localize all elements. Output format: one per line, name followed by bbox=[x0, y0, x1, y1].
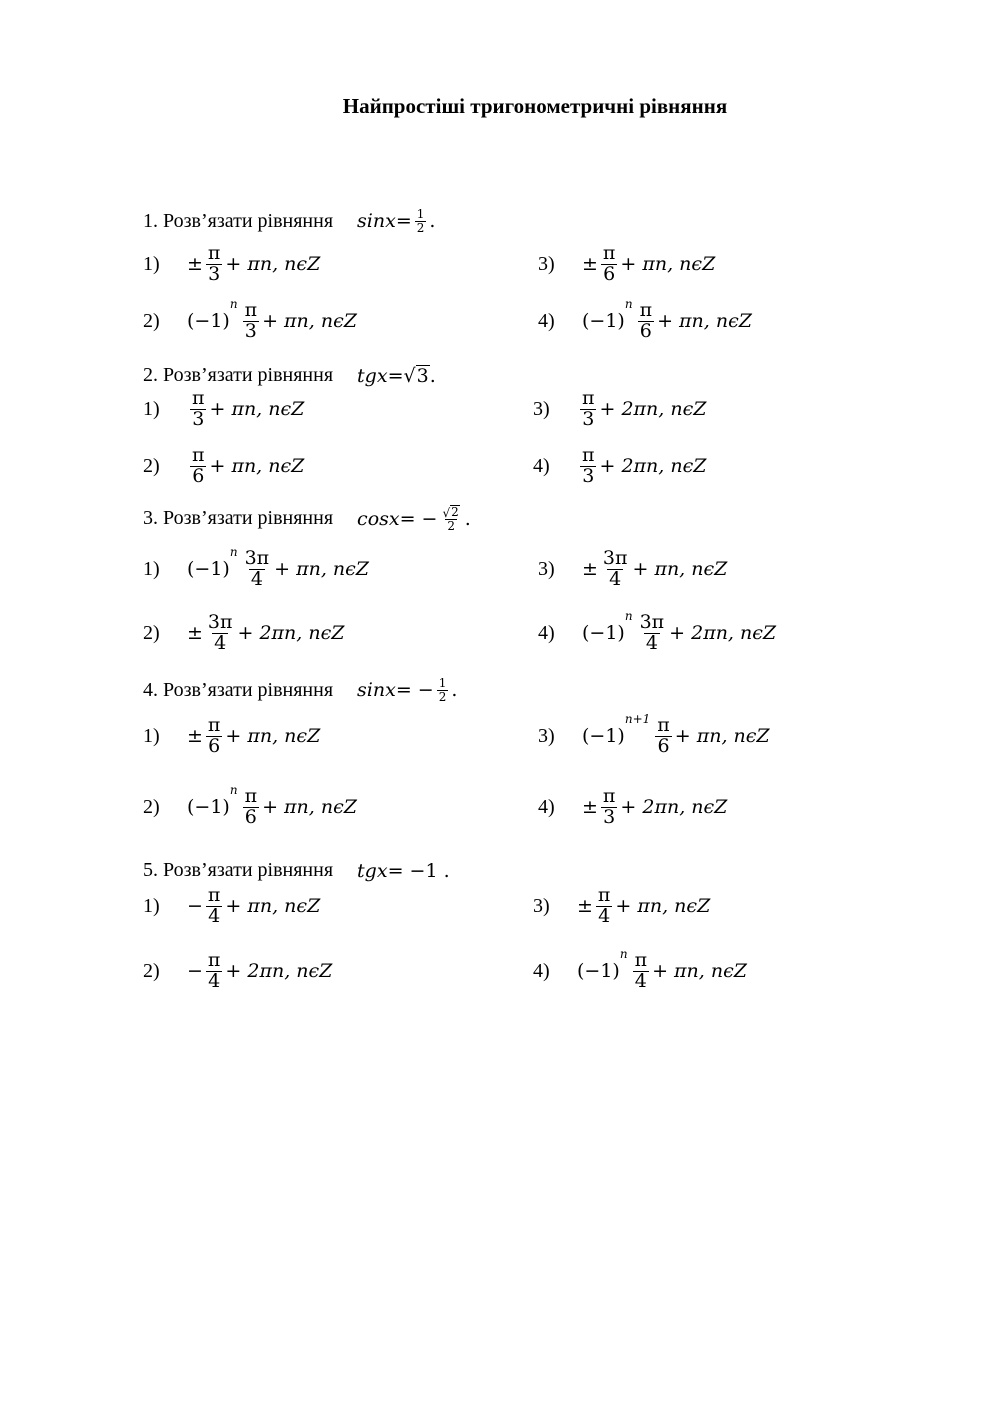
question-1-option-1[interactable]: 1) ± $\frac{\pi}{3}$ + πn, nϵZ bbox=[143, 242, 321, 285]
question-5-header bbox=[143, 859, 450, 882]
question-1-equation: sinx = $\frac{1}{2}$ . bbox=[357, 207, 436, 235]
question-2-option-4[interactable]: 4) $\frac{\pi}{3}$ + 2πn, nϵZ bbox=[533, 444, 707, 487]
fraction: $\frac{\pi}{6}$ bbox=[657, 714, 670, 757]
fraction: $\frac{3\pi}{4}$ bbox=[207, 611, 233, 654]
question-4-option-2[interactable]: 2) (−1) n $\frac{\pi}{6}$ + πn, nϵZ bbox=[143, 783, 357, 828]
fraction: $\frac{\pi}{4}$ bbox=[634, 949, 648, 992]
question-2-equation: tgx = √ 3 . bbox=[357, 364, 436, 387]
question-2-option-2[interactable]: 2) $\frac{\pi}{6}$ + πn, nϵZ bbox=[143, 444, 305, 487]
question-1-option-2[interactable]: 2) (−1) n $\frac{\pi}{3}$ + πn, nϵZ bbox=[143, 297, 357, 342]
fraction: $\frac{\pi}{3}$ bbox=[602, 785, 616, 828]
question-5-option-1[interactable]: 1) − $\frac{\pi}{4}$ + πn, nϵZ bbox=[143, 884, 321, 927]
question-4-header bbox=[143, 677, 457, 703]
question-1-option-4[interactable]: 4) (−1) n $\frac{\pi}{6}$ + πn, nϵZ bbox=[538, 297, 752, 342]
question-4-equation: sinx = − $\frac{1}{2}$ . bbox=[357, 676, 458, 704]
fraction: $\frac{\pi}{4}$ bbox=[207, 949, 221, 992]
question-3-option-1[interactable]: 1) (−1) n $\frac{3\pi}{4}$ + πn, nϵZ bbox=[143, 545, 369, 590]
question-1-label: 1. Розв’язати рівняння bbox=[143, 209, 334, 232]
fraction: $\frac{1}{2}$ bbox=[416, 207, 425, 235]
sqrt: √ 3 bbox=[403, 364, 429, 387]
question-5-option-3[interactable]: 3) ± $\frac{\pi}{4}$ + πn, nϵZ bbox=[533, 884, 711, 927]
fraction: $\frac{3\pi}{4}$ bbox=[639, 611, 665, 654]
question-4-label: 4. Розв’язати рівняння bbox=[143, 678, 334, 701]
question-3-header bbox=[143, 505, 471, 533]
question-1-option-3[interactable]: 3) ± $\frac{\pi}{6}$ + πn, nϵZ bbox=[538, 242, 716, 285]
question-5-option-2[interactable]: 2) − $\frac{\pi}{4}$ + 2πn, nϵZ bbox=[143, 949, 333, 992]
question-4-option-4[interactable]: 4) ± $\frac{\pi}{3}$ + 2πn, nϵZ bbox=[538, 785, 728, 828]
fraction: $\frac{\pi}{6}$ bbox=[192, 444, 205, 487]
sqrt: √ 2 bbox=[442, 505, 459, 520]
fraction: $\frac{\pi}{4}$ bbox=[207, 884, 221, 927]
fraction: $\frac{\pi}{6}$ bbox=[207, 714, 221, 757]
question-3-label: 3. Розв’язати рівняння bbox=[143, 507, 334, 530]
page-title: Найпростіші тригонометричні рівняння bbox=[342, 94, 728, 118]
question-1-header bbox=[143, 208, 435, 234]
fraction: $\frac{\pi}{6}$ bbox=[602, 242, 616, 285]
question-4-option-3[interactable]: 3) (−1) n+1 $\frac{\pi}{6}$ + πn, nϵZ bbox=[538, 712, 770, 757]
question-3-equation: cosx = − √ 2 2 . bbox=[357, 505, 471, 534]
question-2-option-1[interactable]: 1) $\frac{\pi}{3}$ + πn, nϵZ bbox=[143, 387, 305, 430]
fraction: $\frac{\pi}{3}$ bbox=[192, 387, 205, 430]
fraction: $\frac{\pi}{3}$ bbox=[582, 444, 595, 487]
fraction: $\frac{3\pi}{4}$ bbox=[244, 547, 270, 590]
question-2-header bbox=[143, 364, 436, 387]
question-3-option-2[interactable]: 2) ± $\frac{3\pi}{4}$ + 2πn, nϵZ bbox=[143, 611, 345, 654]
question-5-label: 5. Розв’язати рівняння bbox=[143, 859, 334, 881]
fraction: $\frac{\pi}{6}$ bbox=[639, 299, 653, 342]
question-3-option-3[interactable]: 3) ± $\frac{3\pi}{4}$ + πn, nϵZ bbox=[538, 547, 728, 590]
question-3-option-4[interactable]: 4) (−1) n $\frac{3\pi}{4}$ + 2πn, nϵZ bbox=[538, 609, 777, 654]
question-2-option-3[interactable]: 3) $\frac{\pi}{3}$ + 2πn, nϵZ bbox=[533, 387, 707, 430]
fraction: $\frac{\pi}{3}$ bbox=[582, 387, 595, 430]
fraction: $\frac{\pi}{3}$ bbox=[244, 299, 258, 342]
fraction: $\frac{1}{2}$ bbox=[438, 676, 447, 704]
fraction: √ 2 2 bbox=[442, 505, 459, 534]
question-5-equation: tgx = −1 . bbox=[357, 859, 450, 882]
question-5-option-4[interactable]: 4) (−1) n $\frac{\pi}{4}$ + πn, nϵZ bbox=[533, 947, 747, 992]
fraction: $\frac{\pi}{4}$ bbox=[597, 884, 611, 927]
question-2-label: 2. Розв’язати рівняння bbox=[143, 364, 334, 386]
fraction: $\frac{\pi}{6}$ bbox=[244, 785, 258, 828]
fraction: $\frac{\pi}{3}$ bbox=[207, 242, 221, 285]
question-4-option-1[interactable]: 1) ± $\frac{\pi}{6}$ + πn, nϵZ bbox=[143, 714, 321, 757]
fraction: $\frac{3\pi}{4}$ bbox=[602, 547, 628, 590]
